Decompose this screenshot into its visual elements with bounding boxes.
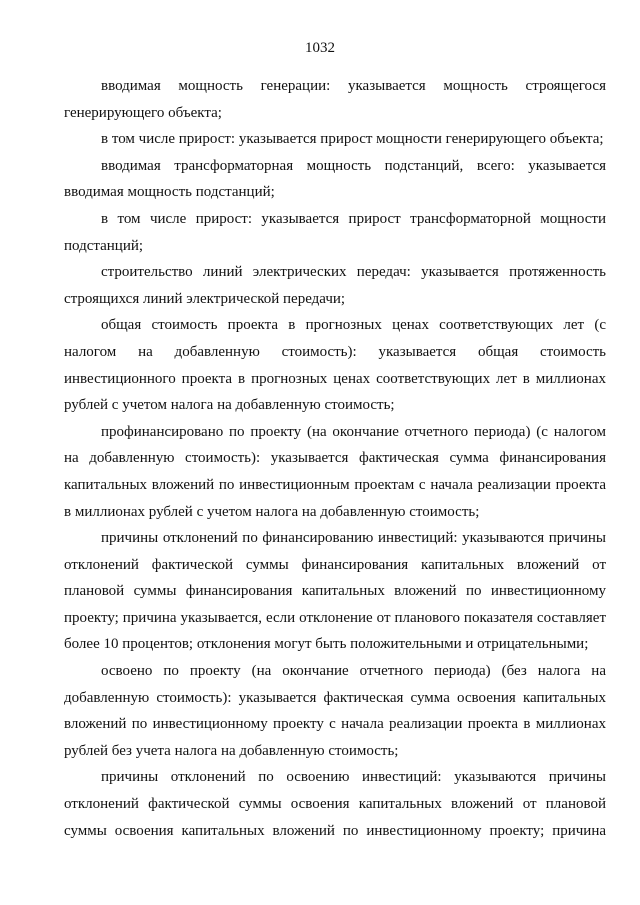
paragraph-transformer-increase: в том числе прирост: указывается прирост трансформаторной мощности подстанций; bbox=[64, 210, 606, 254]
paragraph-financed: профинансировано по проекту (на окончание отчетного периода) (с налогом на добавленную стоимость): указывается фактическая сумма финансирования капитальных вложений по инвестиционным проектам с начала реализации проекта в миллионах рублей с учетом налога на добавленную стоимость; bbox=[64, 423, 606, 520]
page-number: 1032 bbox=[305, 40, 335, 56]
paragraph-generation-capacity: вводимая мощность генерации: указывается мощность строящегося генерирующего объекта; bbox=[64, 78, 606, 121]
paragraph-financing-deviation: причины отклонений по финансированию инвестиций: указываются причины отклонений фактической суммы финансирования капитальных вложений от плановой суммы финансирования капитальных вложений по инвестиционному проекту; причина указывается, если отклонение от планового показателя составляет более 10 процентов; отклонения могут быть положительными и отрицательными; bbox=[64, 530, 606, 653]
body-text bbox=[64, 73, 606, 844]
paragraph-total-cost: общая стоимость проекта в прогнозных ценах соответствующих лет (с налогом на добавленную стоимость): указывается общая стоимость инвестиционного проекта в прогнозных ценах соответствующих лет в миллионах рублей с учетом налога на добавленную стоимость; bbox=[64, 317, 606, 414]
paragraph-generation-increase: в том числе прирост: указывается прирост мощности генерирующего объекта; bbox=[101, 131, 604, 148]
paragraph-mastering-deviation: причины отклонений по освоению инвестиций: указываются причины отклонений фактической суммы освоения капитальных вложений от плановой суммы освоения капитальных вложений по инвестиционному проекту; причина bbox=[64, 769, 606, 839]
paragraph-transformer-capacity: вводимая трансформаторная мощность подстанций, всего: указывается вводимая мощность подстанций; bbox=[64, 157, 606, 201]
paragraph-power-lines: строительство линий электрических передач: указывается протяженность строящихся линий электрической передачи; bbox=[64, 264, 606, 307]
paragraph-mastered: освоено по проекту (на окончание отчетного периода) (без налога на добавленную стоимость): указывается фактическая сумма освоения капитальных вложений по инвестиционному проекту с начала реализации проекта в миллионах рублей без учета налога на добавленную стоимость; bbox=[64, 663, 606, 759]
